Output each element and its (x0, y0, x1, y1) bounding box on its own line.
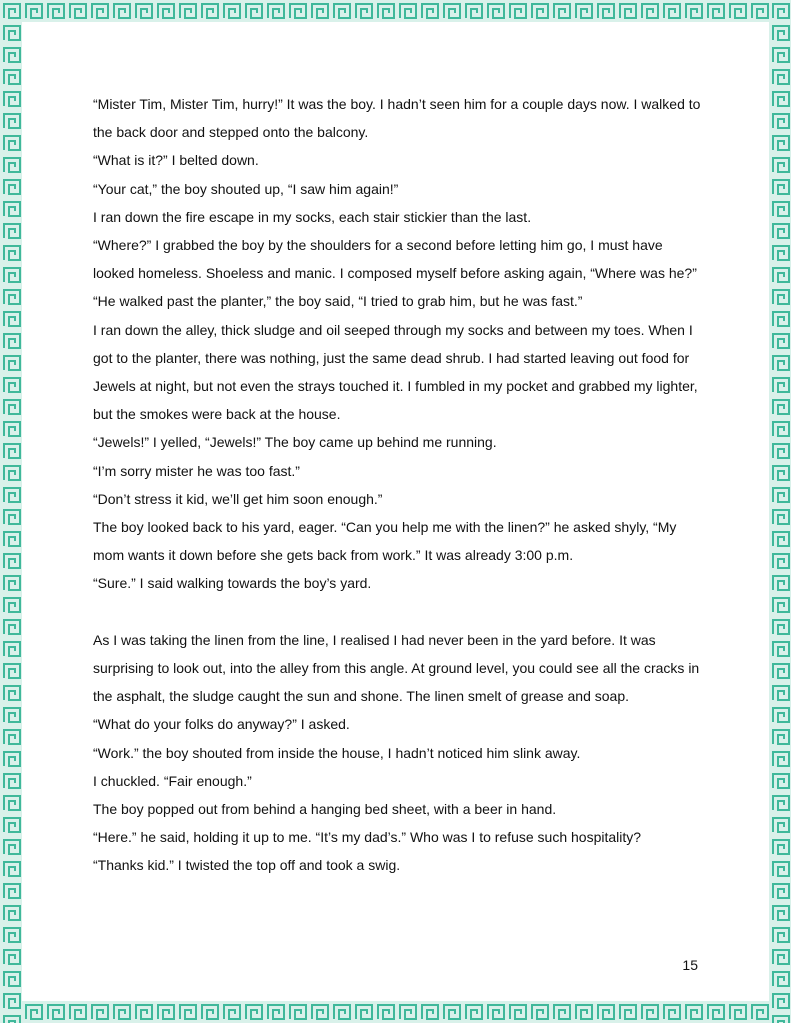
greek-key-border-left (0, 0, 22, 1023)
greek-key-border-bottom (0, 1001, 791, 1023)
paragraph: “Mister Tim, Mister Tim, hurry!” It was the boy. I hadn’t seen him for a couple days now. I walked to the back door and stepped onto the balcony. (93, 96, 701, 141)
paragraph: “Your cat,” the boy shouted up, “I saw him again!” (93, 180, 399, 197)
paragraph: “I’m sorry mister he was too fast.” (93, 462, 300, 479)
greek-key-pattern-icon (0, 1001, 791, 1023)
paragraph: As I was taking the linen from the line, I realised I had never been in the yard before. It was surprising to look out, into the alley from this angle. At ground level, you could see all the cracks in the asphalt, the sludge caught the sun and shone. The linen smelt of grease and soap. (93, 631, 700, 705)
paragraph: “What is it?” I belted down. (93, 152, 259, 169)
story-text (93, 90, 705, 880)
paragraph: “Here.” he said, holding it up to me. “It’s my dad’s.” Who was I to refuse such hospitality? (93, 829, 642, 846)
greek-key-pattern-icon (0, 0, 791, 22)
greek-key-pattern-icon (769, 0, 791, 1023)
paragraph: I ran down the fire escape in my socks, each stair stickier than the last. (93, 208, 532, 225)
page-number: 15 (682, 957, 698, 973)
paragraph: “Thanks kid.” I twisted the top off and took a swig. (93, 857, 401, 874)
paragraph: “Sure.” I said walking towards the boy’s yard. (93, 575, 372, 592)
greek-key-border-top (0, 0, 791, 22)
paragraph: “Don’t stress it kid, we’ll get him soon enough.” (93, 490, 383, 507)
paragraph-break (93, 598, 705, 626)
paragraph: The boy looked back to his yard, eager. “Can you help me with the linen?” he asked shyly, “My mom wants it down before she gets back from work.” It was already 3:00 p.m. (93, 519, 677, 564)
paragraph: I ran down the alley, thick sludge and oil seeped through my socks and between my toes. When I got to the planter, there was nothing, just the same dead shrub. I had started leaving out food for Jewels at night, but not even the strays touched it. I fumbled in my pocket and grabbed my lighter, but the smokes were back at the house. (93, 321, 698, 423)
paragraph: I chuckled. “Fair enough.” (93, 772, 252, 789)
paragraph: “Work.” the boy shouted from inside the house, I hadn’t noticed him slink away. (93, 744, 581, 761)
paragraph: “Where?” I grabbed the boy by the shoulders for a second before letting him go, I must have looked homeless. Shoeless and manic. I composed myself before asking again, “Where was he?” (93, 237, 697, 282)
paragraph: “What do your folks do anyway?” I asked. (93, 716, 350, 733)
greek-key-border-right (769, 0, 791, 1023)
paragraph: “He walked past the planter,” the boy said, “I tried to grab him, but he was fast.” (93, 293, 583, 310)
paragraph: The boy popped out from behind a hanging bed sheet, with a beer in hand. (93, 801, 557, 818)
greek-key-pattern-icon (0, 0, 22, 1023)
paragraph: “Jewels!” I yelled, “Jewels!” The boy came up behind me running. (93, 434, 497, 451)
